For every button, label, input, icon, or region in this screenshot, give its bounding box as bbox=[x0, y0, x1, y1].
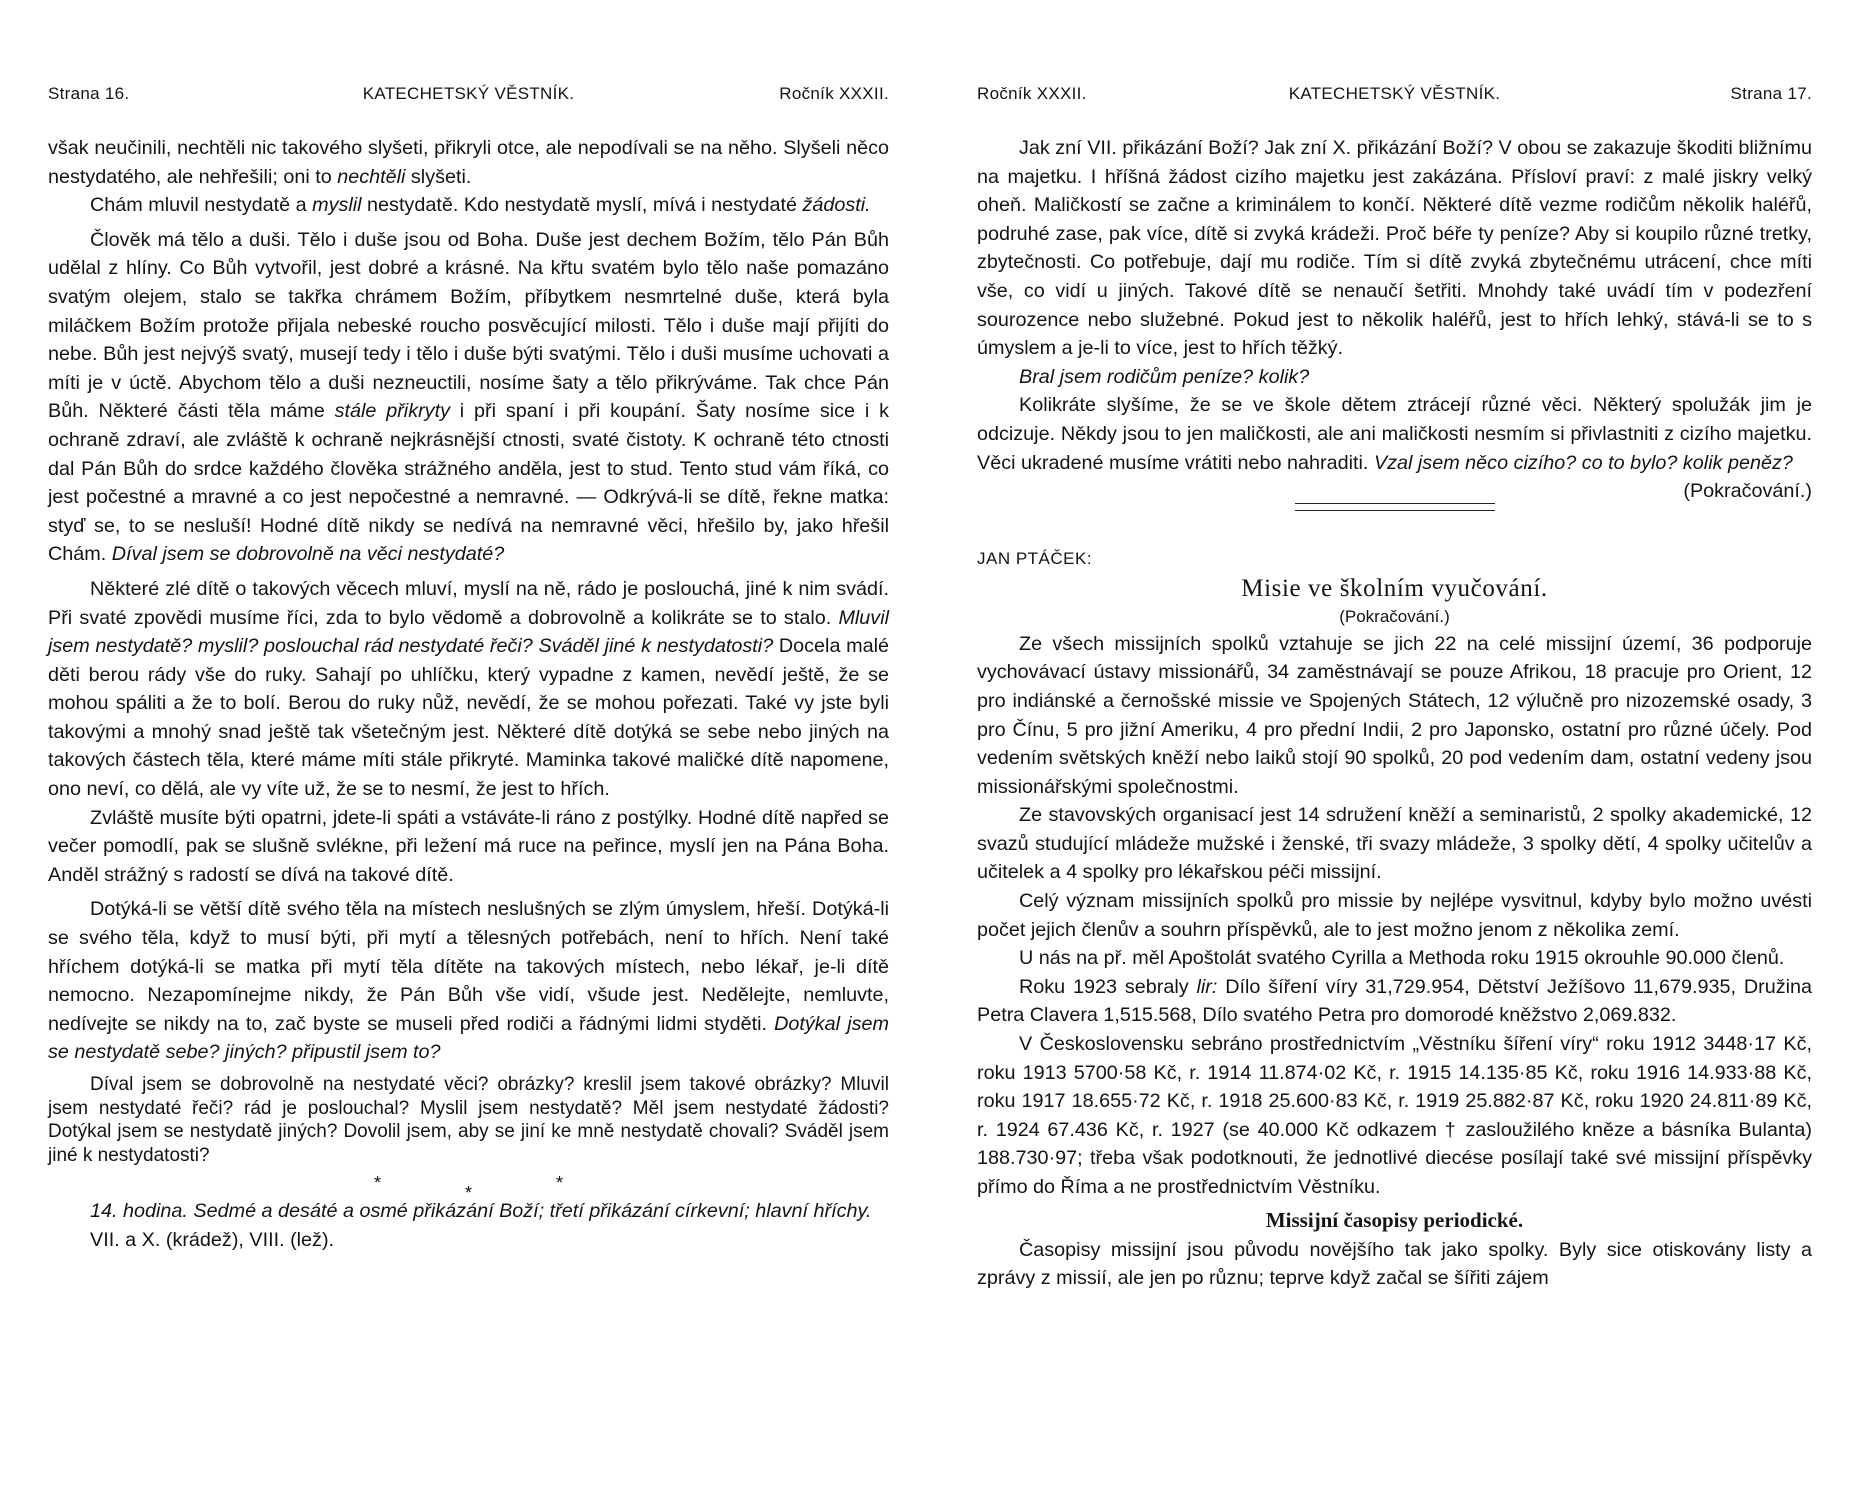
paragraph: Ze stavovských organisací jest 14 sdružení kněží a seminaristů, 2 spolky akademické, 12 svazů studující mládeže mužské i ženské, tři svazy mládeže, 3 spolky dětí, 4 spolky učitelův a učitelek a 4 spolky pro lékařskou péči missijní. bbox=[977, 804, 1812, 884]
article-subtitle: (Pokračování.) bbox=[1339, 606, 1450, 626]
lesson-topic: VII. a X. (krádež), VIII. (lež). bbox=[90, 1228, 335, 1251]
article-author: JAN PTÁČEK: bbox=[977, 549, 1093, 569]
left-body-text bbox=[48, 134, 889, 1254]
double-rule-divider bbox=[1295, 503, 1495, 511]
paragraph: Dotýká-li se větší dítě svého těla na místech neslušných se zlým úmyslem, hřeší. Dotýká-li se svého těla, když to musí býti, při mytí a tělesných potřebách, není to hřích. Není také hříchem dotýká-li se matka při mytí těla dítěte na takových místech, nebo lékař, je-li dítě nemocno. Nezapomínejme nikdy, že Pán Bůh vše vidí, všude jest. Nedělejte, nemluvte, nedívejte se nikdy na to, zač byste se museli před rodiči a řádnými lidmi styděti. Dotýkal jsem se nestydatě sebe? jiných? připustil jsem to? bbox=[48, 898, 889, 1064]
paragraph: Roku 1923 sebraly lir: Dílo šíření víry 31,729.954, Dětství Ježíšovo 11,679.935, Družina Petra Clavera 1,515.568, Dílo svatého Petra pro domorodé kněžstvo 2,069.832. bbox=[977, 975, 1813, 1027]
paragraph: Některé zlé dítě o takových věcech mluví, myslí na ně, rádo je poslouchá, jiné k nim svádí. Při svaté zpovědi musíme říci, zda to bylo vědomě a dobrovolně a kolikráte se to stalo. Mluvil jsem nestydatě? myslil? poslouchal rád nestydaté řeči? Sváděl jiné k nestydatosti? Docela malé děti berou rády vše do ruky. Sahají po uhlíčku, který vypadne z kamen, nevědí ještě, že se mohou spáliti a že to bolí. Berou do ruky nůž, nevědí, že se mohou pořezati. Také vy jste byli takovými a mnohý snad ještě tak všetečným jest. Některé dítě dotýká se sebe nebo jiných na takových částech těla, které máme míti stále přikryté. Maminka takové maličké dítě napomene, ono neví, co dělá, ale vy víte už, že se to nesmí, že jest to hřích. bbox=[48, 577, 889, 801]
paragraph: Celý význam missijních spolků pro missie by nejlépe vysvitnul, kdyby bylo možno uvésti počet jejich členův a souhrn příspěvků, ale to jest možno jenom z několika zemí. bbox=[977, 890, 1812, 941]
right-page-number: Strana 17. bbox=[1730, 84, 1812, 103]
left-volume: Ročník XXXII. bbox=[779, 84, 889, 103]
examination-questions: Díval jsem se dobrovolně na nestydaté věci? obrázky? kreslil jsem takové obrázky? Mluvil jsem nestydaté řeči? rád je poslouchal? Myslil jsem nestydatě? Měl jsem nestydaté žádosti? Dotýkal jsem se nestydatě jiných? Dovolil jsem, aby se jiní ke mně nestydatě chovali? Sváděl jsem jiné k nestydatosti? bbox=[48, 1074, 889, 1166]
right-page bbox=[929, 0, 1858, 1500]
paragraph: U nás na př. měl Apoštolát svatého Cyrilla a Methoda roku 1915 okrouhle 90.000 členů. bbox=[1019, 947, 1785, 970]
section-divider-stars: * * * bbox=[373, 1173, 564, 1203]
paragraph: Ze všech missijních spolků vztahuje se jich 22 na celé missijní území, 36 podporuje vychovávací ústavy missionářů, 34 zaměstnávají se pouze Afrikou, 18 pracuje pro Orient, 12 pro indiánské a černošské missie ve Spojených Státech, 12 výlučně pro nizozemské osady, 3 pro Čínu, 5 pro jižní Ameriku, 4 pro přední Indii, 2 pro Japonsko, ostatní pro různé účely. Pod vedením světských kněží nebo laiků stojí 90 spolků, 20 pod vedením dam, ostatní vedeny jsou missionářskými společnostmi. bbox=[977, 632, 1812, 798]
lesson-heading: 14. hodina. Sedmé a desáté a osmé přikázání Boží; třetí přikázání církevní; hlavní hříchy. bbox=[90, 1200, 872, 1222]
paragraph: Chám mluvil nestydatě a myslil nestydatě. Kdo nestydatě myslí, mívá i nestydaté žádosti. bbox=[90, 194, 871, 217]
paragraph: Zvláště musíte býti opatrni, jdete-li spáti a vstáváte-li ráno z postýlky. Hodné dítě napřed se večer pomodlí, pak se slušně svlékne, při ležení má ruce na peřince, myslí jen na Pána Boha. Anděl strážný s radostí se dívá na takové dítě. bbox=[48, 806, 889, 886]
paragraph: Časopisy missijní jsou původu novějšího tak jako spolky. Byly sice otiskovány listy a zprávy z missií, ale jen po různu; teprve když začal se šířiti zájem bbox=[977, 1238, 1812, 1290]
paragraph: V Československu sebráno prostřednictvím „Věstníku šíření víry“ roku 1912 3448·17 Kč, roku 1913 5700·58 Kč, r. 1914 11.874·02 Kč, r. 1915 14.135·85 Kč, roku 1916 14.933·88 Kč, roku 1917 18.655·72 Kč, r. 1918 25.600·83 Kč, r. 1919 25.882·87 Kč, roku 1920 24.811·89 Kč, r. 1924 67.436 Kč, r. 1927 (se 40.000 Kč odkazem † zasloužilého kněze a básníka Bulanta) 188.730·97; třeba však podotknouti, že jednotlivé diecése posílají také své missijní příspěvky přímo do Říma a ne prostřednictvím Věstníku. bbox=[977, 1033, 1812, 1198]
left-journal-title: KATECHETSKÝ VĚSTNÍK. bbox=[362, 84, 575, 103]
right-body-text bbox=[977, 134, 1812, 1293]
paragraph: Jak zní VII. přikázání Boží? Jak zní X. přikázání Boží? V obou se zakazuje škoditi bližnímu na majetku. I hříšná žádost cizího majetku jest zakázána. Přísloví praví: z malé jiskry velký oheň. Maličkostí se začne a kriminálem to končí. Některé dítě vezme rodičům několik haléřů, podruhé zase, pak více, dítě si zvyká krádeži. Proč béře ty peníze? Aby si koupilo různé tretky, zbytečnosti. Co potřebuje, dají mu rodiče. Tím si dítě zvyká zbytečnému utrácení, chce míti vše, co vidí u jiných. Takové dítě se nenaučí šetřiti. Mnohdy také uvádí tím v podezření sourozence nebo služebné. Pokud jest to několik haléřů, jest to hřích lehký, stává-li se to s úmyslem a je-li to více, jest to hřích těžký. bbox=[977, 137, 1812, 360]
right-volume: Ročník XXXII. bbox=[977, 84, 1087, 103]
section-heading: Missijní časopisy periodické. bbox=[1265, 1207, 1524, 1232]
paragraph: však neučinili, nechtěli nic takového slyšeti, přikryli otce, ale nepodívali se na něho. Slyšeli něco nestydatého, ale nehřešili; oni to nechtěli slyšeti. bbox=[48, 137, 889, 188]
left-page-number: Strana 16. bbox=[48, 84, 130, 103]
paragraph: Bral jsem rodičům peníze? kolik? bbox=[1019, 365, 1310, 388]
right-journal-title: KATECHETSKÝ VĚSTNÍK. bbox=[1288, 84, 1501, 103]
paragraph: Člověk má tělo a duši. Tělo i duše jsou od Boha. Duše jest dechem Božím, tělo Pán Bůh udělal z hlíny. Co Bůh vytvořil, jest dobré a krásné. Na křtu svatém bylo tělo naše pomazáno svatým olejem, stalo se takřka chrámem Božím, příbytkem nesmrtelné duše, která byla miláčkem Božím protože přijala nebeské roucho posvěcující milosti. Tělo i duše mají přijíti do nebe. Bůh jest nejvýš svatý, musejí tedy i tělo i duše býti svatými. Tělo i duši musíme uchovati a míti je v úctě. Abychom tělo a duši nezneuctili, nosíme šaty a tělo přikrýváme. Tak chce Pán Bůh. Některé části těla máme stále přikryty i při spaní i při koupání. Šaty nosíme sice i k ochraně zdraví, ale zvláště k ochraně nejkrásnější ctnosti, svaté čistoty. K ochraně této ctnosti dal Pán Bůh do srdce každého člověka strážného anděla, jest to stud. Tento stud vám říká, co jest počestné a mravné a co jest nepočestné a nemravné. — Odkrývá-li se dítě, řekne matka: styď se, to se nesluší! Hodné dítě nikdy se nedívá na nemravné věci, hřešilo by, jako hřešil Chám. Díval jsem se dobrovolně na věci nestydaté? bbox=[48, 228, 889, 566]
article-title: Misie ve školním vyučování. bbox=[1241, 574, 1548, 602]
continuation-note: (Pokračování.) bbox=[1683, 480, 1812, 503]
paragraph: Kolikráte slyšíme, že se ve škole dětem ztrácejí různé věci. Některý spolužák jim je odcizuje. Někdy jsou to jen maličkosti, ale ani maličkosti nesmím si přivlastniti z cizího majetku. Věci ukradené musíme vrátiti nebo nahraditi. Vzal jsem něco cizího? co to bylo? kolik peněz? (Pokračování.) bbox=[977, 391, 1812, 477]
